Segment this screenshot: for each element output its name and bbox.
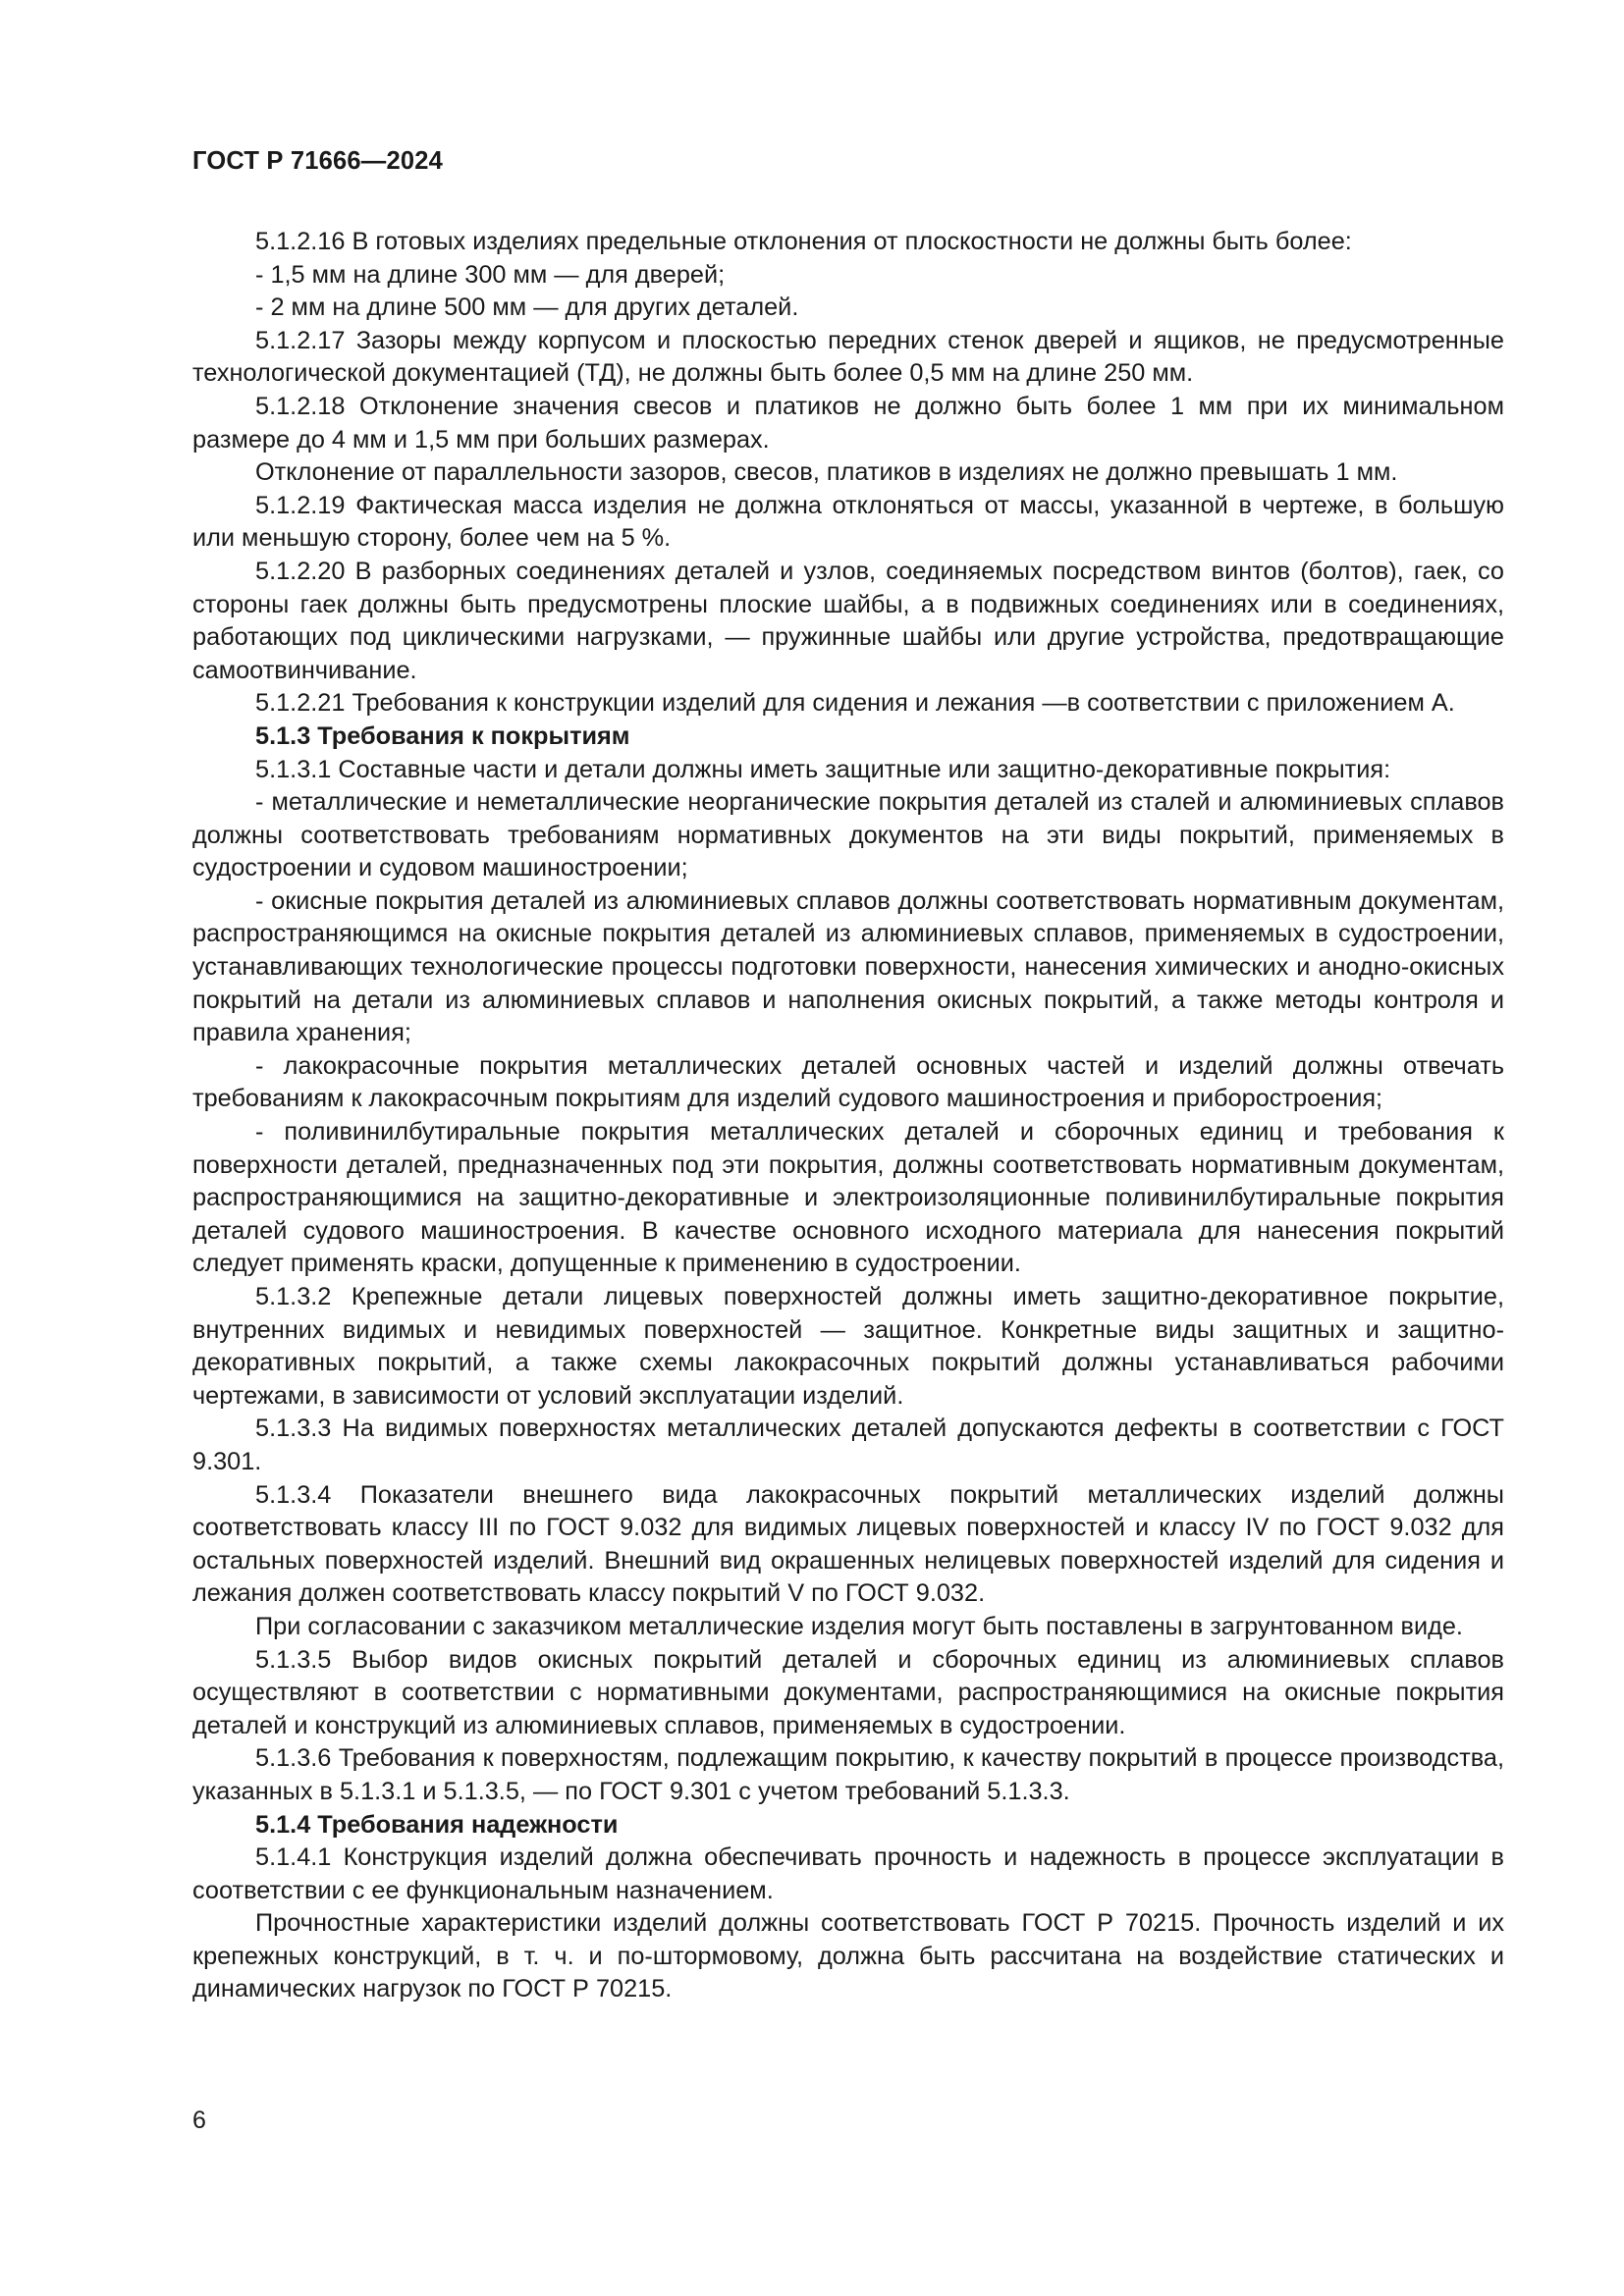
paragraph: 5.1.3.3 На видимых поверхностях металлических деталей допускаются дефекты в соответствии с ГОСТ 9.301. [192,1415,1504,1475]
list-item: - 2 мм на длине 500 мм — для других деталей. [255,294,799,322]
paragraph: 5.1.2.16 В готовых изделиях предельные отклонения от плоскостности не должны быть более: [255,228,1352,255]
paragraph: 5.1.3.6 Требования к поверхностям, подлежащим покрытию, к качеству покрытий в процессе производства, указанных в 5.1.3.1 и 5.1.3.5, — по ГОСТ 9.301 с учетом требований 5.1.3.3. [192,1744,1504,1805]
list-item: - окисные покрытия деталей из алюминиевых сплавов должны соответствовать нормативным документам, распространяющимся на окисные покрытия деталей из алюминиевых сплавов, применяемых в судостроении, устанавливающих технологические процессы подготовки поверхности, нанесения химических и анодно-окисных покрытий на детали из алюминиевых сплавов и наполнения окисных покрытий, а также методы контроля и правила хранения; [192,886,1504,1047]
paragraph: 5.1.2.20 В разборных соединениях деталей и узлов, соединяемых посредством винтов (болтов), гаек, со стороны гаек должны быть предусмотрены плоские шайбы, а в подвижных соединениях или в соединениях, работающих под циклическими нагрузками, — пружинные шайбы или другие устройства, предотвращающие самоотвинчивание. [192,557,1504,684]
list-item: - лакокрасочные покрытия металлических деталей основных частей и изделий должны отвечать требованиям к лакокрасочным покрытиям для изделий судового машиностроения и приборостроения; [192,1051,1504,1113]
paragraph: 5.1.3.4 Показатели внешнего вида лакокрасочных покрытий металлических изделий должны соответствовать классу III по ГОСТ 9.032 для видимых лицевых поверхностей и классу IV по ГОСТ 9.032 для остальных поверхностей изделий. Внешний вид окрашенных нелицевых поверхностей изделий для сидения и лежания должен соответствовать классу покрытий V по ГОСТ 9.032. [192,1480,1504,1608]
document-body [192,226,1504,2006]
paragraph: 5.1.4.1 Конструкция изделий должна обеспечивать прочность и надежность в процессе эксплуатации в соответствии с ее функциональным назначением. [192,1843,1504,1904]
paragraph: При согласовании с заказчиком металлические изделия могут быть поставлены в загрунтованном виде. [255,1612,1463,1640]
paragraph: 5.1.2.18 Отклонение значения свесов и платиков не должно быть более 1 мм при их минимальном размере до 4 мм и 1,5 мм при больших размерах. [192,392,1504,454]
paragraph: 5.1.2.19 Фактическая масса изделия не должна отклоняться от массы, указанной в чертеже, в большую или меньшую сторону, более чем на 5 %. [192,491,1504,553]
document-header-code: ГОСТ Р 71666—2024 [192,147,444,175]
paragraph: 5.1.2.21 Требования к конструкции изделий для сидения и лежания —в соответствии с приложением А. [255,689,1455,718]
paragraph: 5.1.3.1 Составные части и детали должны иметь защитные или защитно-декоративные покрытия: [255,755,1391,783]
paragraph: Прочностные характеристики изделий должны соответствовать ГОСТ Р 70215. Прочность изделий и их крепежных конструкций, в т. ч. и по-штормовому, должна быть рассчитана на воздействие статических и динамических нагрузок по ГОСТ Р 70215. [192,1909,1504,2003]
list-item: - 1,5 мм на длине 300 мм — для дверей; [255,260,726,289]
paragraph: 5.1.3.5 Выбор видов окисных покрытий деталей и сборочных единиц из алюминиевых сплавов осуществляют в соответствии с нормативными документами, распространяющимися на окисные покрытия деталей и конструкций из алюминиевых сплавов, применяемых в судостроении. [192,1645,1504,1739]
paragraph: 5.1.3.2 Крепежные детали лицевых поверхностей должны иметь защитно-декоративное покрытие, внутренних видимых и невидимых поверхностей — защитное. Конкретные виды защитных и защитно-декоративных покрытий, а также схемы лакокрасочных покрытий должны устанавливаться рабочими чертежами, в зависимости от условий эксплуатации изделий. [192,1283,1504,1410]
list-item: - поливинилбутиральные покрытия металлических деталей и сборочных единиц и требования к поверхности деталей, предназначенных под эти покрытия, должны соответствовать нормативным документам, распространяющимися на защитно-декоративные и электроизоляционные поливинилбутиральные покрытия деталей судового машиностроения. В качестве основного исходного материала для нанесения покрытий следует применять краски, допущенные к применению в судостроении. [192,1118,1504,1278]
section-heading: 5.1.3 Требования к покрытиям [255,721,630,750]
paragraph: Отклонение от параллельности зазоров, свесов, платиков в изделиях не должно превышать 1 мм. [255,458,1398,487]
list-item: - металлические и неметаллические неорганические покрытия деталей из сталей и алюминиевых сплавов должны соответствовать требованиям нормативных документов на эти виды покрытий, применяемых в судостроении и судовом машиностроении; [192,788,1504,882]
page-number: 6 [192,2107,206,2134]
paragraph: 5.1.2.17 Зазоры между корпусом и плоскостью передних стенок дверей и ящиков, не предусмотренные технологической документацией (ТД), не должны быть более 0,5 мм на длине 250 мм. [192,326,1504,388]
section-heading: 5.1.4 Требования надежности [255,1810,619,1839]
